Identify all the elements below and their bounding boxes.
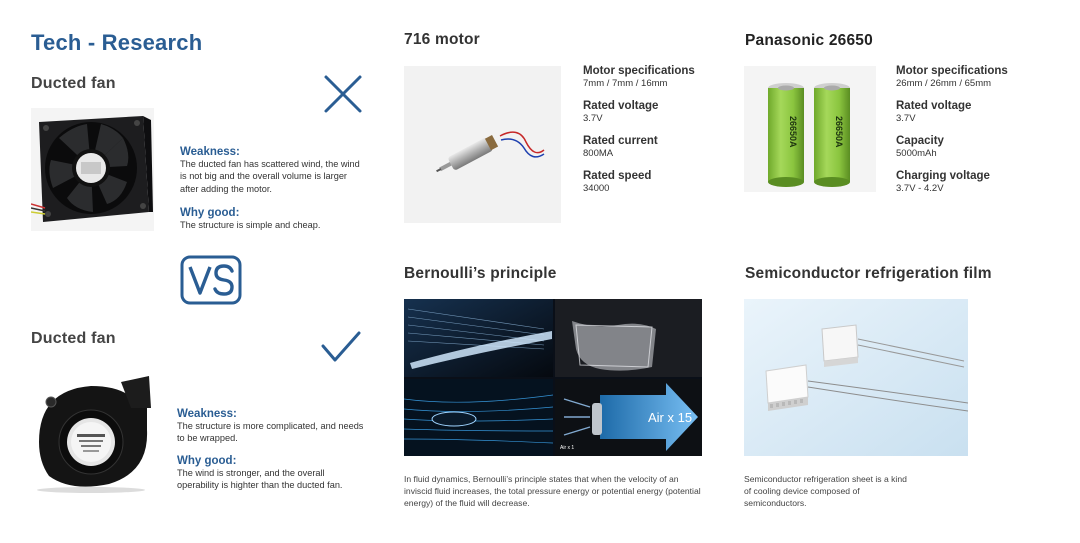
fan2-why-label: Why good: — [177, 454, 237, 467]
battery-cell-label: 26650A — [834, 116, 844, 148]
battery-spec-label: Charging voltage — [896, 170, 990, 182]
peltier-caption: Semiconductor refrigeration sheet is a kind of cooling device composed of semiconductors. — [744, 474, 907, 508]
fan1-why-text: The structure is simple and cheap. — [180, 220, 321, 231]
motor-spec-value: 34000 — [583, 183, 610, 194]
page-title: Tech - Research — [31, 30, 203, 55]
bernoulli-image — [404, 299, 702, 456]
fan2-weakness-text: The structure is more complicated, and needs to be wrapped. — [177, 421, 364, 444]
battery-spec-value: 26mm / 26mm / 65mm — [896, 78, 992, 89]
axial-fan-image — [31, 108, 154, 231]
peltier-image — [744, 299, 968, 456]
fan2-weakness-label: Weakness: — [177, 408, 237, 420]
fan1-weakness-label: Weakness: — [180, 146, 240, 158]
battery-title: Panasonic 26650 — [745, 32, 873, 49]
motor-specs — [583, 65, 743, 205]
motor-spec-value: 7mm / 7mm / 16mm — [583, 78, 668, 89]
fan1-weakness-text: The ducted fan has scattered wind, the wind is not big and the overall volume is larger after adding the motor. — [180, 159, 360, 194]
motor-spec-item — [583, 170, 743, 194]
air-x1-label: Air x 1 — [560, 445, 575, 451]
battery-spec-item — [896, 170, 1066, 194]
blower-fan-image — [31, 372, 151, 494]
fan1-title: Ducted fan — [31, 75, 116, 92]
battery-spec-label: Rated voltage — [896, 100, 972, 112]
battery-spec-value: 5000mAh — [896, 148, 937, 159]
battery-spec-label: Motor specifications — [896, 65, 1008, 77]
bernoulli-title: Bernoulli’s principle — [404, 265, 557, 282]
battery-spec-value: 3.7V - 4.2V — [896, 183, 944, 194]
motor-spec-label: Motor specifications — [583, 65, 695, 77]
fan2-desc — [177, 408, 367, 492]
motor-spec-value: 800MA — [583, 148, 614, 159]
motor-spec-label: Rated speed — [583, 170, 652, 182]
battery-spec-item — [896, 100, 1066, 124]
battery-image — [744, 66, 876, 192]
fan1-why-label: Why good: — [180, 207, 240, 220]
motor-spec-label: Rated voltage — [583, 100, 659, 112]
fan2-title: Ducted fan — [31, 330, 116, 347]
motor-spec-value: 3.7V — [583, 113, 603, 124]
cross-icon — [322, 74, 364, 114]
motor-spec-item — [583, 135, 743, 159]
air-x15-label: Air x 15 — [648, 410, 693, 425]
peltier-title: Semiconductor refrigeration film — [745, 265, 992, 282]
fan2-why-text: The wind is stronger, and the overall operability is highter than the ducted fan. — [177, 467, 343, 491]
battery-spec-label: Capacity — [896, 135, 944, 147]
battery-spec-value: 3.7V — [896, 113, 916, 124]
battery-cell-label: 26650A — [788, 116, 798, 148]
motor-spec-item — [583, 65, 743, 89]
battery-spec-item — [896, 65, 1066, 89]
battery-specs — [896, 65, 1066, 205]
fan1-desc — [180, 146, 360, 232]
motor-spec-label: Rated current — [583, 135, 658, 147]
motor-spec-item — [583, 100, 743, 124]
bernoulli-caption: In fluid dynamics, Bernoulli’s principle states that when the velocity of an inviscid fluid increases, the total pressure energy or potential energy (potential energy) of the fluid will decrease. — [404, 474, 701, 508]
check-icon — [320, 330, 362, 364]
vs-icon — [180, 255, 242, 305]
motor-title: 716 motor — [404, 31, 480, 48]
battery-spec-item — [896, 135, 1066, 159]
motor-image — [404, 66, 561, 223]
